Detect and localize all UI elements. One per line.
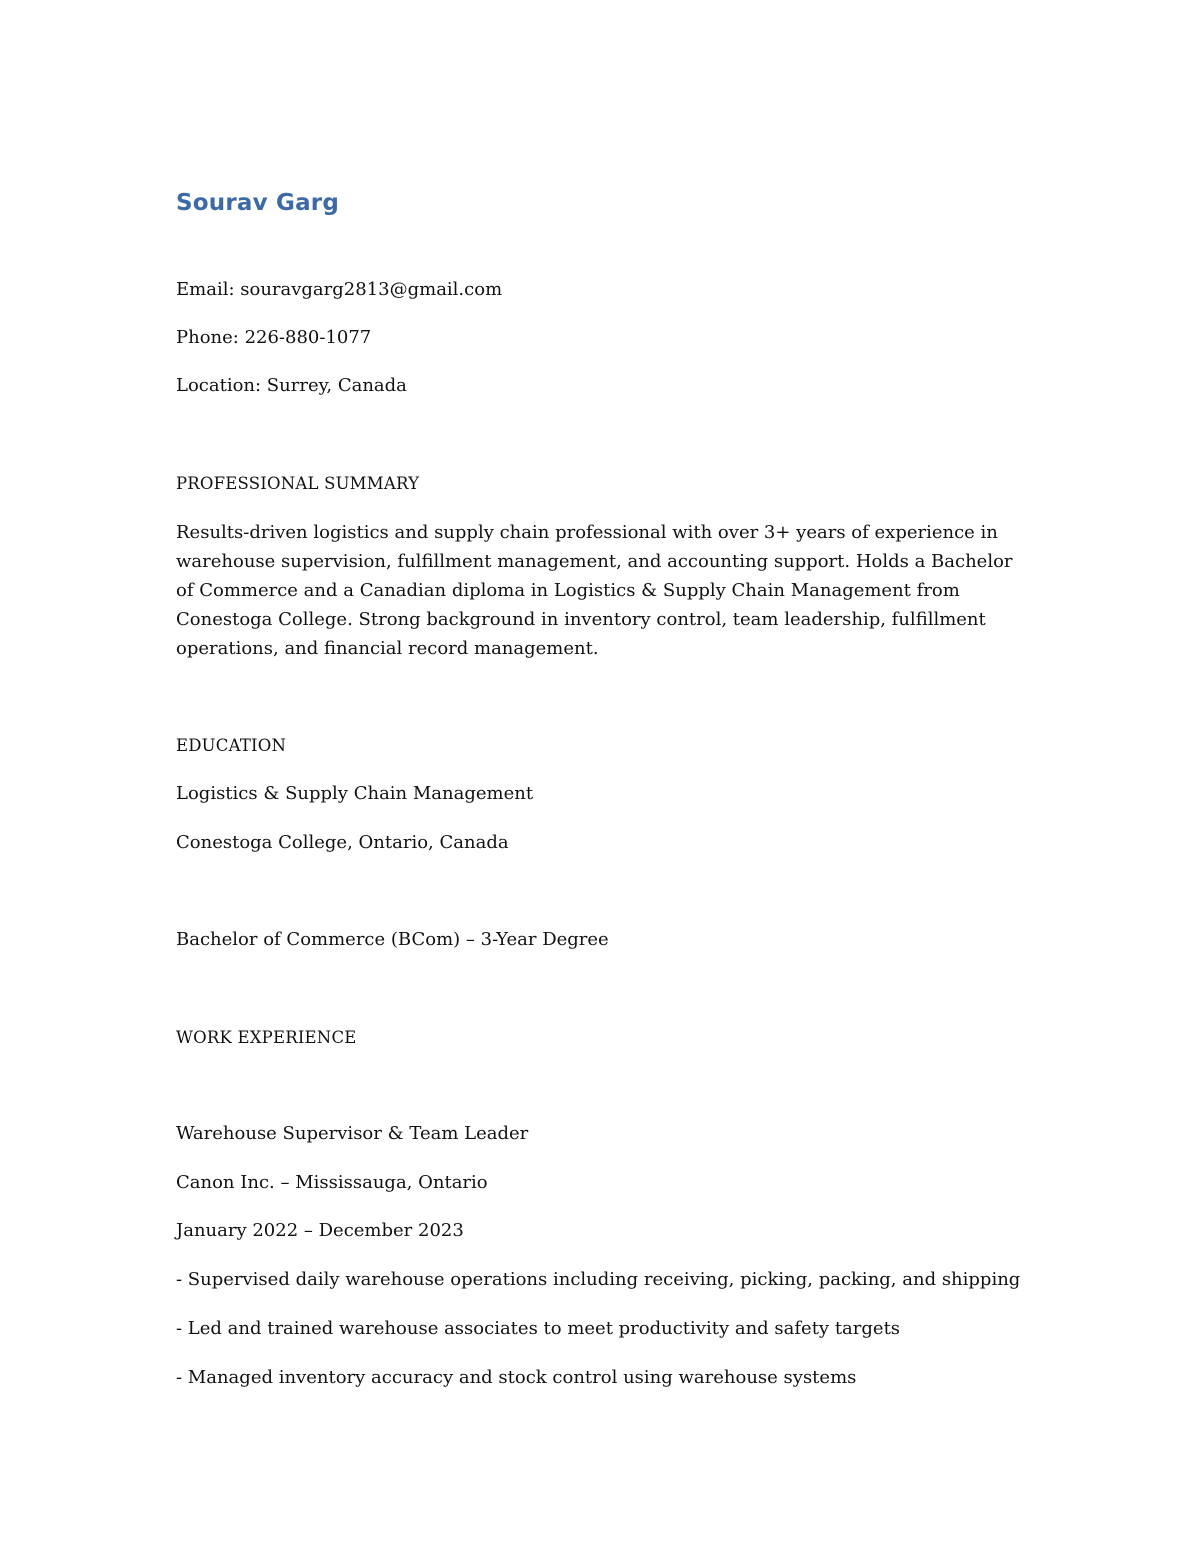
education-school: Conestoga College, Ontario, Canada bbox=[176, 832, 509, 853]
job-bullet: - Supervised daily warehouse operations including receiving, picking, packing, and shipping bbox=[176, 1269, 1021, 1290]
summary-line: of Commerce and a Canadian diploma in Logistics & Supply Chain Management from bbox=[176, 580, 960, 601]
contact-phone: Phone: 226-880-1077 bbox=[176, 327, 372, 348]
summary-line: operations, and financial record management. bbox=[176, 638, 599, 659]
job-title: Warehouse Supervisor & Team Leader bbox=[176, 1123, 529, 1144]
summary-heading: PROFESSIONAL SUMMARY bbox=[176, 474, 420, 493]
summary-paragraph bbox=[176, 518, 1036, 663]
job-bullet: - Led and trained warehouse associates to meet productivity and safety targets bbox=[176, 1318, 901, 1339]
job-dates: January 2022 – December 2023 bbox=[176, 1220, 464, 1241]
summary-line: Conestoga College. Strong background in inventory control, team leadership, fulfillment bbox=[176, 609, 986, 630]
education-program: Logistics & Supply Chain Management bbox=[176, 783, 534, 804]
education-degree: Bachelor of Commerce (BCom) – 3-Year Degree bbox=[176, 929, 609, 950]
summary-line: Results-driven logistics and supply chain professional with over 3+ years of experience in bbox=[176, 522, 998, 543]
candidate-name: Sourav Garg bbox=[176, 190, 340, 216]
experience-heading: WORK EXPERIENCE bbox=[176, 1028, 357, 1047]
job-bullet: - Managed inventory accuracy and stock control using warehouse systems bbox=[176, 1367, 857, 1388]
contact-location: Location: Surrey, Canada bbox=[176, 375, 407, 396]
job-company: Canon Inc. – Mississauga, Ontario bbox=[176, 1172, 488, 1193]
education-heading: EDUCATION bbox=[176, 736, 287, 755]
contact-email: Email: souravgarg2813@gmail.com bbox=[176, 279, 503, 300]
summary-line: warehouse supervision, fulfillment management, and accounting support. Holds a Bachelor bbox=[176, 551, 1013, 572]
